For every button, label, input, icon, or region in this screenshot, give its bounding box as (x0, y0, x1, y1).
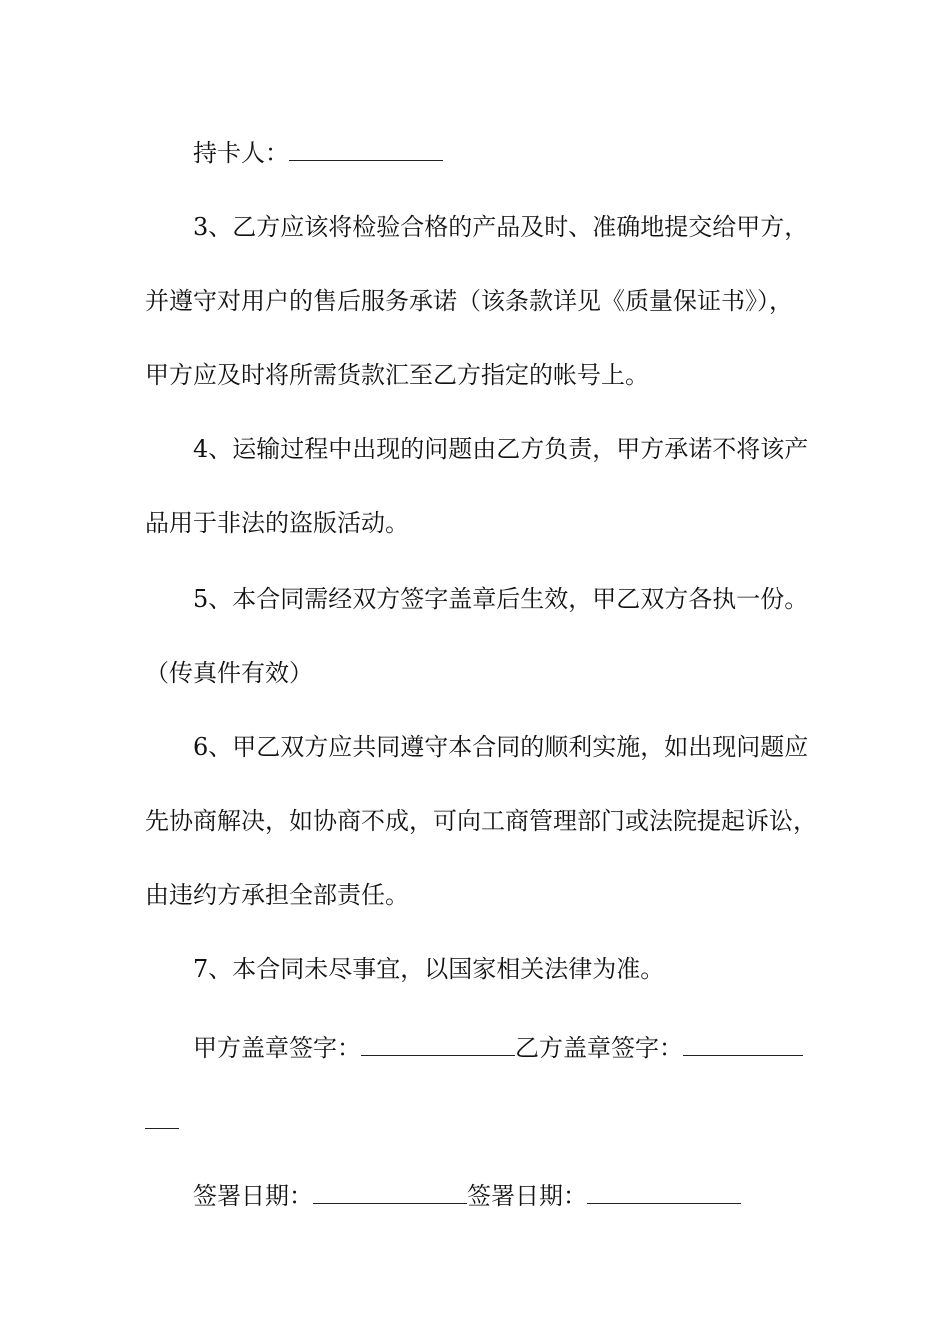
cardholder-blank[interactable] (289, 138, 443, 161)
party-a-date-label: 签署日期： (193, 1182, 313, 1210)
clause6-line2: 先协商解决，如协商不成，可向工商管理部门或法院提起诉讼， (145, 807, 817, 835)
cardholder-line (193, 138, 443, 168)
clause3-line2: 并遵守对用户的售后服务承诺（该条款详见《质量保证书》）， (145, 287, 793, 315)
signature-blank-continuation (145, 1106, 179, 1136)
party-a-date-blank[interactable] (313, 1181, 467, 1204)
clause4-line2: 品用于非法的盗版活动。 (145, 509, 409, 537)
clause6-line3: 由违约方承担全部责任。 (145, 881, 409, 909)
party-b-signature-blank-wrap[interactable] (145, 1106, 179, 1129)
clause6-line1: 6、甲乙双方应共同遵守本合同的顺利实施，如出现问题应 (193, 733, 809, 761)
party-b-date-blank[interactable] (587, 1181, 741, 1204)
party-a-signature-label: 甲方盖章签字： (193, 1034, 361, 1062)
signature-line (193, 1033, 803, 1063)
date-line (193, 1181, 741, 1211)
party-b-signature-blank[interactable] (683, 1033, 803, 1056)
party-b-date-label: 签署日期： (467, 1182, 587, 1210)
clause5-line2: （传真件有效） (145, 659, 313, 687)
clause7-line1: 7、本合同未尽事宜，以国家相关法律为准。 (193, 955, 665, 983)
clause5-line1: 5、本合同需经双方签字盖章后生效，甲乙双方各执一份。 (193, 585, 809, 613)
party-a-signature-blank[interactable] (361, 1033, 515, 1056)
clause3-line3: 甲方应及时将所需货款汇至乙方指定的帐号上。 (145, 361, 649, 389)
clause3-line1: 3、乙方应该将检验合格的产品及时、准确地提交给甲方， (193, 213, 809, 241)
party-b-signature-label: 乙方盖章签字： (515, 1034, 683, 1062)
cardholder-label: 持卡人： (193, 139, 289, 167)
clause4-line1: 4、运输过程中出现的问题由乙方负责，甲方承诺不将该产 (193, 435, 809, 463)
